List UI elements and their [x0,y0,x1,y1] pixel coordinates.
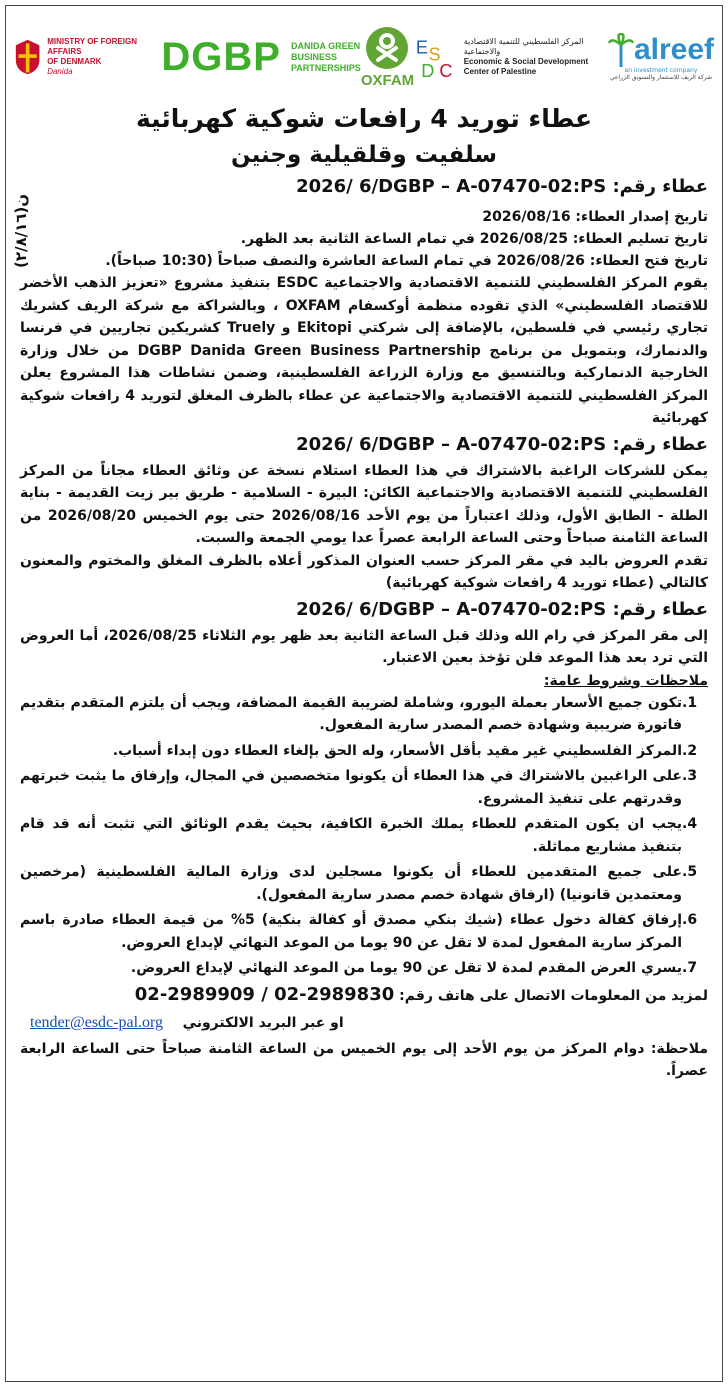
intro-paragraph: يقوم المركز الفلسطيني للتنمية الاقتصادية والاجتماعية ESDC بتنفيذ مشروع «تعزيز الذهب الأخضر للاقتصاد الفلسطيني» الذي تقوده منظمة أوكسفام OXFAM ، وبالشراكة مع شركة الريف كشريك تجاري رئيسي في فلسطين، بالإضافة إلى شركتي Ekitopi و Truely كشريكين تجاريين في فرنسا والدنمارك، وبتمويل من برنامج DGBP Danida Green Business Partnership من خلال وزارة الخارجية الدنماركية وبالتنسيق مع وزارة الزراعة الفلسطينية، وضمن نشاطات هذا المشروع يعلن المركز الفلسطيني للتنمية الاقتصادية والاجتماعية عن عطاء بالظرف المغلق لتوريد 4 رافعات شوكية كهربائية [20,275,709,426]
note-text: إرفاق كفالة دخول عطاء (شيك بنكي مصدق أو كفالة بنكية) 5% من قيمة العطاء صادرة باسم المركز سارية المفعول لمدة لا تقل عن 90 يوما من الموعد النهائي لإيداع العروض. [20,912,682,951]
tender-reference-1 [20,172,708,202]
alreef-logo [608,33,714,81]
mfa-line-1: MINISTRY OF FOREIGN AFFAIRS [47,37,137,56]
note-number: 5. [682,864,698,880]
esdc-english-1: Economic & Social Development [463,57,589,66]
note-number: 7. [682,960,698,976]
esdc-text [464,37,608,77]
oxfam-mark-icon [365,26,409,70]
list-item [20,692,708,737]
dates-block [20,206,708,272]
note-text: على جميع المتقدمين للعطاء أن يكونوا مسجلين لدى وزارة المالية الفلسطينية (مرخصين ومعتمدين قانونيا) (ارفاق شهادة خصم مصدر سارية المفعول). [20,864,682,903]
tender-reference-2 [20,430,708,460]
note-number: 6. [682,912,698,928]
tender-number: 2026/ 6/DGBP – A-07470-02:PS [296,176,607,197]
note-text: تكون جميع الأسعار بعملة اليورو، وشاملة لضريبة القيمة المضافة، ويجب أن يلتزم المتقدم بتقديم فاتورة ضريبية وشهادة خصم المصدر سارية المفعول. [20,694,682,733]
dgbp-tag-1: DANIDA GREEN [290,40,361,51]
dgbp-wordmark: DGBP [161,34,281,79]
dgbp-logo [161,35,360,80]
notice-title: عطاء توريد 4 رافعات شوكية كهربائية [135,104,593,133]
esdc-arabic-name: المركز الفلسطيني للتنمية الاقتصادية والاجتماعية [463,37,584,56]
note-number: 2. [682,742,698,759]
issue-date: تاريخ إصدار العطاء: 2026/08/16 [482,209,708,225]
alreef-arabic-subtitle: شركة الريف للاستثمار والتسويق الزراعي [609,74,713,81]
contact-line [20,983,708,1008]
svg-text:C: C [439,60,453,81]
svg-text:E: E [415,37,429,58]
danish-coat-of-arms-icon [14,36,41,78]
opening-date: تاريخ فتح العطاء: 2026/08/26 في تمام الساعة العاشرة والنصف صباحاً (10:30 صباحاً). [105,253,708,269]
publication-reference: (٢/٨/١٦)ن [12,193,30,269]
note-text: يسري العرض المقدم لمدة لا تقل عن 90 يوما من الموعد النهائي لإيداع العروض. [130,960,682,976]
alreef-subtitle: an investment company [624,67,698,74]
dgbp-tagline [291,41,361,74]
svg-text:D: D [421,60,435,81]
mfa-text [47,37,161,77]
dgbp-tag-2: BUSINESS [290,51,337,62]
tender-notice [5,5,723,1382]
tender-label: عطاء رقم: [612,176,708,197]
note-number: 3. [682,768,698,784]
oxfam-logo [361,26,414,89]
note-number: 4. [682,816,698,832]
delivery-date: تاريخ تسليم العطاء: 2026/08/25 في تمام الساعة الثانية بعد الظهر. [240,231,708,247]
notice-subtitle: سلفيت وقلقيلية وجنين [230,142,498,168]
list-item [20,861,708,906]
esdc-english-2: Center of Palestine [463,67,537,76]
tender-label: عطاء رقم: [612,598,708,620]
tender-number: 2026/ 6/DGBP – A-07470-02:PS [296,433,607,455]
notes-list [20,692,708,980]
tender-number: 2026/ 6/DGBP – A-07470-02:PS [296,598,607,620]
sponsor-logos-row [14,14,714,100]
list-item [20,765,708,810]
participation-paragraph: يمكن للشركات الراغبة بالاشتراك في هذا العطاء استلام نسخة عن وثائق العطاء مجاناً من المركز الفلسطيني للتنمية الاقتصادية والاجتماعية الكائن: البيرة - السلامية - طريق بير زيت القديمة - بناية الطلة - الطابق الأول، وذلك اعتباراً من يوم الأحد 2026/08/16 حتى يوم الخميس 2026/08/20 من الساعة الثامنة صباحاً وحتى الساعة الرابعة عصراً عدا يومي الجمعة والسبت. [20,462,709,546]
note-text: على الراغبين بالاشتراك في هذا العطاء أن يكونوا متخصصين في المجال، وإرفاق ما يثبت خبرتهم وقدرتهم على تنفيذ المشروع. [20,768,682,807]
svg-text:S: S [428,44,441,65]
palm-tree-icon [608,33,634,67]
phone-numbers[interactable]: 02-2989909 / 02-2989830 [134,983,395,1005]
tender-reference-3 [20,595,708,625]
tender-label: عطاء رقم: [612,433,708,455]
esdc-logo [414,31,608,83]
esdc-mark-icon [414,31,458,83]
email-link[interactable]: tender@esdc-pal.org [30,1013,164,1031]
notice-body [20,100,708,1381]
email-line [20,1008,708,1038]
note-number: 1. [682,694,698,711]
contact-label: لمزيد من المعلومات الاتصال على هاتف رقم: [399,987,708,1004]
list-item [20,740,708,763]
mfa-denmark-logo [14,36,161,78]
list-item [20,909,708,954]
oxfam-wordmark: OXFAM [360,71,415,89]
list-item [20,813,708,858]
note-text: المركز الفلسطيني غير مقيد بأقل الأسعار، وله الحق بإلغاء العطاء دون إبداء أسباب. [112,742,682,759]
deadline-paragraph: إلى مقر المركز في رام الله وذلك قبل الساعة الثانية بعد ظهر يوم الثلاثاء 2026/08/25، أما العروض التي ترد بعد هذا الموعد فلن تؤخذ بعين الاعتبار. [20,627,708,666]
list-item [20,957,708,980]
email-label: او عبر البريد الالكتروني [182,1014,344,1031]
mfa-line-2: OF DENMARK [47,57,102,66]
mfa-line-3: Danida [47,67,73,76]
alreef-wordmark: alreef [633,33,714,66]
final-note: ملاحظة: دوام المركز من يوم الأحد إلى يوم الخميس من الساعة الثامنة صباحاً حتى الساعة الرابعة عصراً. [20,1040,708,1079]
note-text: يجب ان يكون المتقدم للعطاء يملك الخبرة الكافية، بحيث يقدم الوثائق التي تثبت أنه قد قام بتنفيذ مشاريع مماثلة. [20,816,682,855]
notes-heading: ملاحظات وشروط عامة: [543,672,708,689]
dgbp-tag-3: PARTNERSHIPS [290,62,361,73]
submission-paragraph: تقدم العروض باليد في مقر المركز حسب العنوان المذكور أعلاه بالظرف المغلق والمختوم والمعنون كالتالي (عطاء توريد 4 رافعات شوكية كهربائية) [20,552,708,591]
